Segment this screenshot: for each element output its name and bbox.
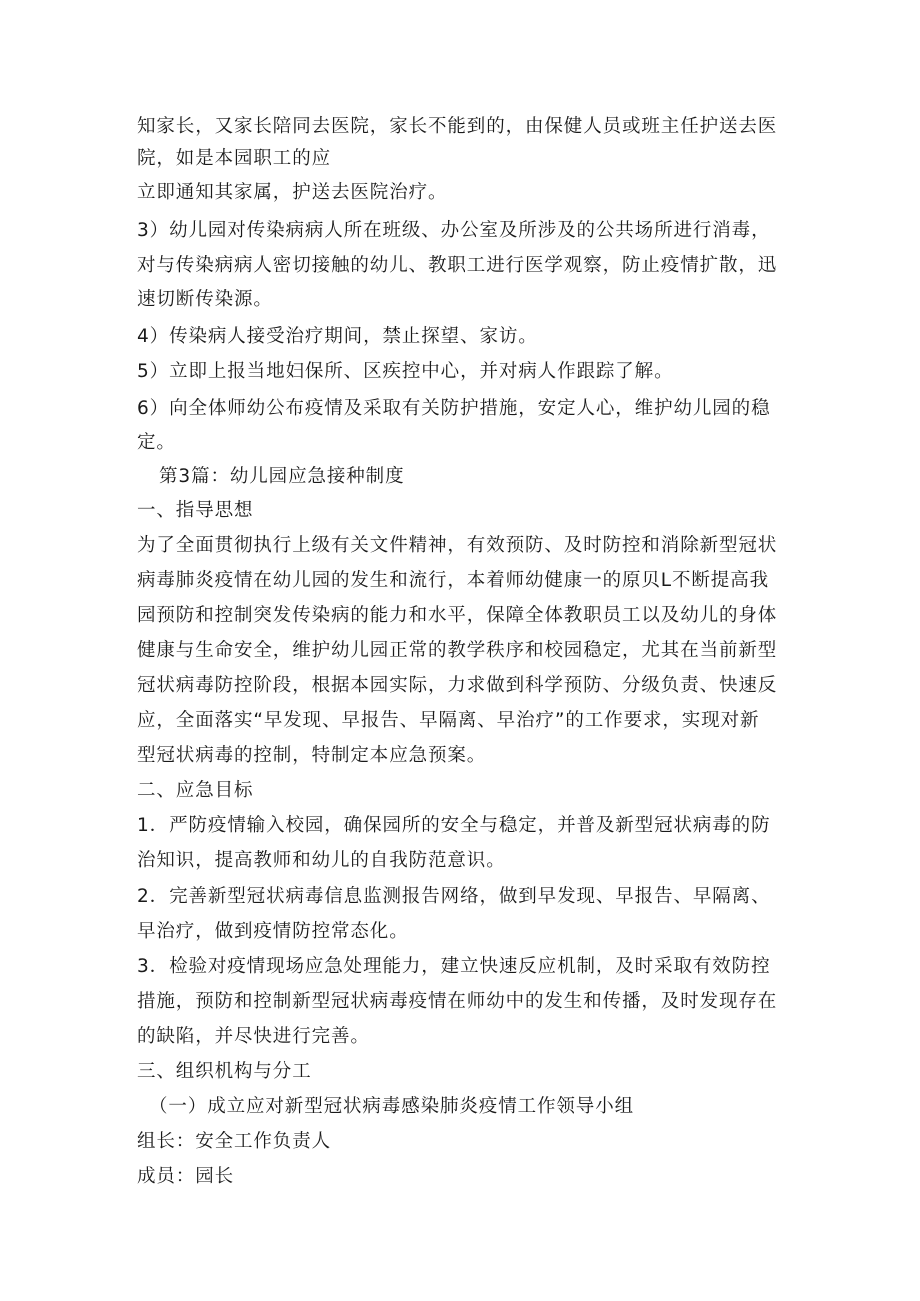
text-line-ideology-6: 应，全面落实“早发现、早报告、早隔离、早治疗”的工作要求，实现对新	[137, 710, 760, 731]
heading-organization: 三、组织机构与分工	[137, 1061, 312, 1082]
text-line-ideology-2: 病毒肺炎疫情在幼儿园的发生和流行，本着师幼健康一的原贝L不断提高我	[137, 570, 770, 591]
text-line-goal-2-cont: 早治疗，做到疫情防控常态化。	[137, 921, 409, 942]
text-line-item-6-cont: 定。	[137, 432, 176, 453]
text-line-item-5: 5）立即上报当地妇保所、区疾控中心，并对病人作跟踪了解。	[137, 361, 674, 382]
text-line-item-3: 3）幼儿园对传染病病人所在班级、办公室及所涉及的公共场所进行消毒，	[137, 220, 771, 241]
heading-emergency-goals: 二、应急目标	[137, 780, 254, 801]
text-line-goal-3: 3．检验对疫情现场应急处理能力，建立快速反应机制，及时采取有效防控	[137, 956, 771, 977]
text-line-goal-1: 1．严防疫情输入校园，确保园所的安全与稳定，并普及新型冠状病毒的防	[137, 815, 771, 836]
text-line-staff-case: 院，如是本园职工的应	[137, 148, 332, 169]
heading-guiding-ideology: 一、指导思想	[137, 500, 254, 521]
text-line-ideology-4: 健康与生命安全，维护幼儿园正常的教学秩序和校园稳定，尤其在当前新型	[137, 640, 778, 661]
text-line-item-3-cont-1: 对与传染病病人密切接触的幼儿、教职工进行医学观察，防止疫情扩散，迅	[137, 255, 778, 276]
text-line-notify-family: 立即通知其家属，护送去医院治疗。	[137, 182, 448, 203]
text-line-notify-parents: 知家长，又家长陪同去医院，家长不能到的，由保健人员或班主任护送去医	[137, 116, 778, 137]
text-line-goal-2: 2．完善新型冠状病毒信息监测报告网络，做到早发现、早报告、早隔离、	[137, 886, 771, 907]
text-line-ideology-7: 型冠状病毒的控制，特制定本应急预案。	[137, 745, 487, 766]
text-line-goal-1-cont: 治知识，提高教师和幼儿的自我防范意识。	[137, 850, 506, 871]
text-line-goal-3-cont-2: 的缺陷，并尽快进行完善。	[137, 1026, 370, 1047]
text-line-item-3-cont-2: 速切断传染源。	[137, 289, 273, 310]
text-line-item-4: 4）传染病人接受治疗期间，禁止探望、家访。	[137, 326, 538, 347]
text-line-group-members: 成员：园长	[137, 1166, 235, 1187]
section-title-part-3: 第3篇：幼儿园应急接种制度	[159, 466, 405, 487]
subheading-leading-group: （一）成立应对新型冠状病毒感染肺炎疫情工作领导小组	[149, 1096, 635, 1117]
text-line-ideology-1: 为了全面贯彻执行上级有关文件精神，有效预防、及时防控和消除新型冠状	[137, 535, 778, 556]
text-line-goal-3-cont-1: 措施，预防和控制新型冠状病毒疫情在师幼中的发生和传播，及时发现存在	[137, 991, 778, 1012]
text-line-ideology-3: 园预防和控制突发传染病的能力和水平，保障全体教职员工以及幼儿的身体	[137, 605, 778, 626]
text-line-item-6: 6）向全体师幼公布疫情及采取有关防护措施，安定人心，维护幼儿园的稳	[137, 398, 771, 419]
text-line-ideology-5: 冠状病毒防控阶段，根据本园实际，力求做到科学预防、分级负责、快速反	[137, 675, 778, 696]
text-line-group-leader: 组长：安全工作负责人	[137, 1131, 332, 1152]
